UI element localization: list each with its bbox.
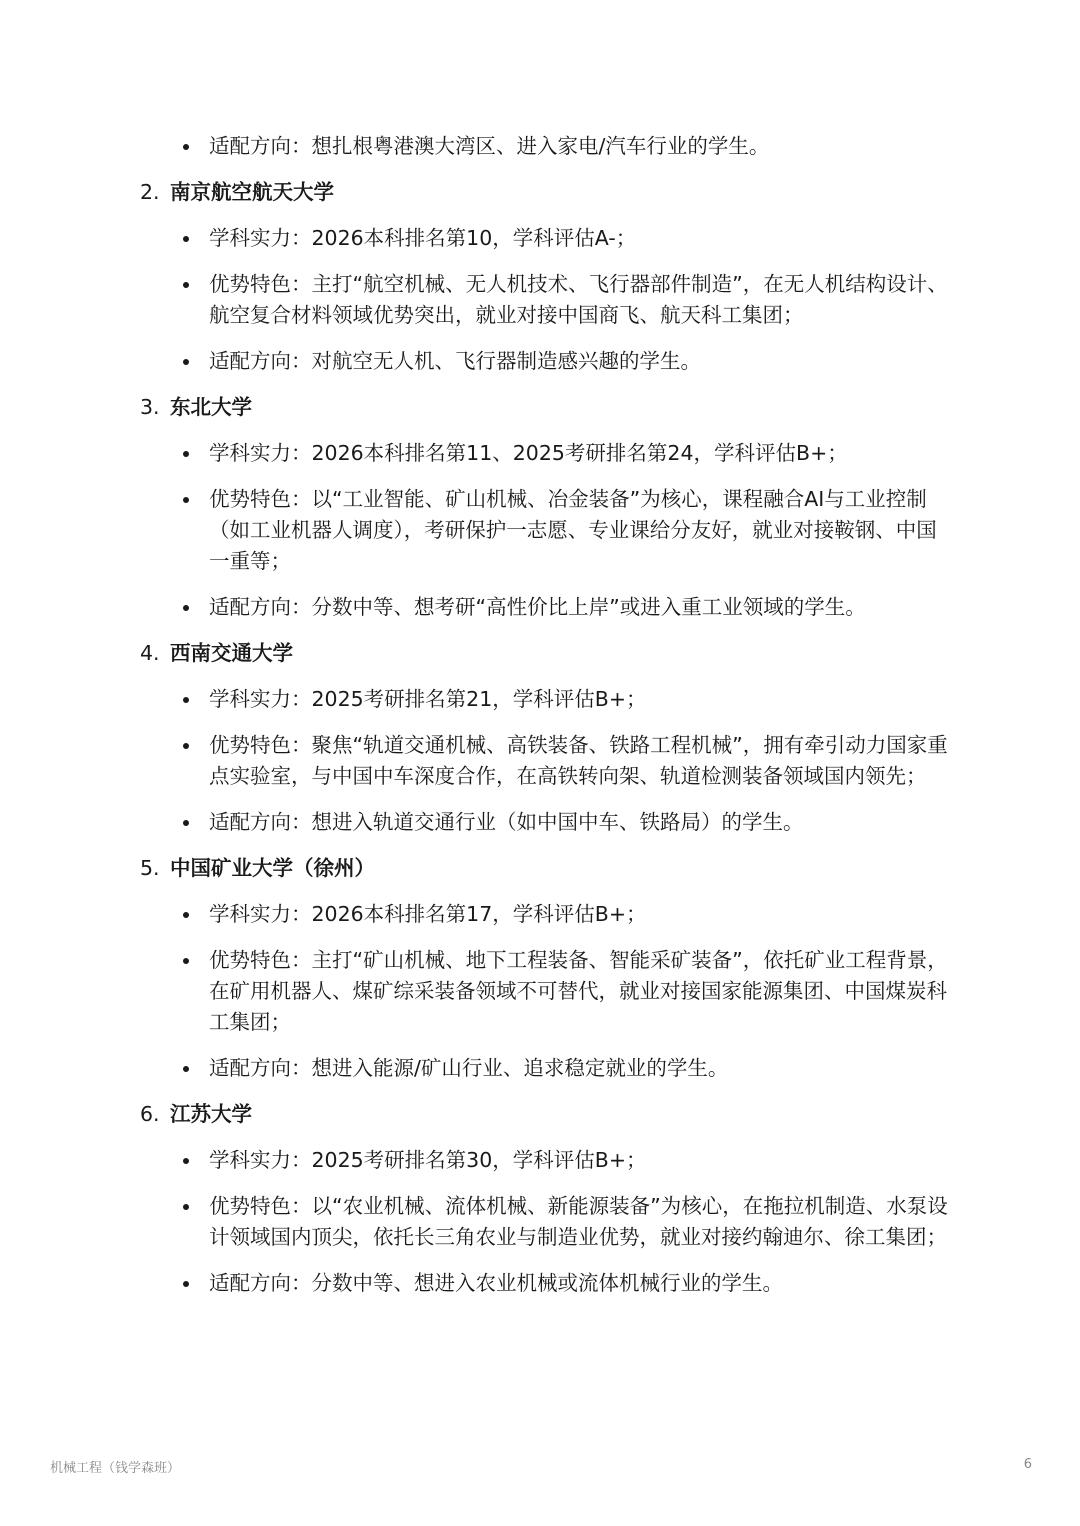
- footer-title: 机械工程（钱学森班）: [50, 1461, 181, 1476]
- bullet-text: 适配方向：想进入轨道交通行业（如中国中车、铁路局）的学生。: [209, 810, 804, 834]
- bullet-icon: [183, 605, 189, 611]
- list-item: [140, 807, 954, 838]
- bullet-icon: [183, 144, 189, 150]
- bullet-text: 学科实力：2026本科排名第10，学科评估A-；: [209, 226, 637, 250]
- school-name: 中国矿业大学（徐州）: [170, 856, 375, 880]
- bullet-text: 优势特色：主打“航空机械、无人机技术、飞行器部件制造”，在无人机结构设计、航空复合材料领域优势突出，就业对接中国商飞、航天科工集团；: [209, 272, 948, 327]
- school-name: 南京航空航天大学: [170, 180, 334, 204]
- list-item: [140, 945, 954, 1038]
- list-item: [140, 684, 954, 715]
- list-item: [140, 592, 954, 623]
- school-heading: [140, 1099, 960, 1130]
- bullet-text: 适配方向：想扎根粤港澳大湾区、进入家电/汽车行业的学生。: [209, 134, 770, 158]
- bullet-text: 优势特色：以“工业智能、矿山机械、冶金装备”为核心，课程融合AI与工业控制（如工业机器人调度），考研保护一志愿、专业课给分友好，就业对接鞍钢、中国一重等；: [209, 487, 937, 573]
- bullet-text: 学科实力：2026本科排名第17，学科评估B+；: [209, 902, 647, 926]
- school-name: 江苏大学: [170, 1102, 252, 1126]
- list-item: [140, 223, 954, 254]
- school-heading: [140, 177, 960, 208]
- bullet-text: 适配方向：想进入能源/矿山行业、追求稳定就业的学生。: [209, 1056, 729, 1080]
- list-item: [140, 1145, 954, 1176]
- bullet-text: 学科实力：2025考研排名第30，学科评估B+；: [209, 1148, 647, 1172]
- school-heading: [140, 638, 960, 669]
- bullet-icon: [183, 743, 189, 749]
- bullet-text: 适配方向：分数中等、想考研“高性价比上岸”或进入重工业领域的学生。: [209, 595, 866, 619]
- bullet-icon: [183, 497, 189, 503]
- list-number: 4.: [140, 641, 160, 665]
- bullet-icon: [183, 236, 189, 242]
- school-name: 东北大学: [170, 395, 252, 419]
- school-list: [140, 177, 960, 1299]
- list-item: [140, 269, 954, 331]
- list-item: [140, 1268, 954, 1299]
- list-item: [140, 438, 954, 469]
- bullet-icon: [183, 1281, 189, 1287]
- bullet-text: 适配方向：分数中等、想进入农业机械或流体机械行业的学生。: [209, 1271, 783, 1295]
- bullet-icon: [183, 359, 189, 365]
- list-item: [140, 484, 954, 577]
- list-number: 3.: [140, 395, 160, 419]
- document-body: [140, 131, 960, 1314]
- list-item: [140, 1191, 954, 1253]
- school-heading: [140, 853, 960, 884]
- list-item: [140, 1053, 954, 1084]
- bullet-text: 学科实力：2026本科排名第11、2025考研排名第24，学科评估B+；: [209, 441, 848, 465]
- bullet-text: 优势特色：主打“矿山机械、地下工程装备、智能采矿装备”，依托矿业工程背景，在矿用机器人、煤矿综采装备领域不可替代，就业对接国家能源集团、中国煤炭科工集团；: [209, 948, 948, 1034]
- bullet-icon: [183, 1204, 189, 1210]
- bullet-icon: [183, 820, 189, 826]
- list-item: [140, 131, 954, 162]
- list-number: 6.: [140, 1102, 160, 1126]
- bullet-icon: [183, 912, 189, 918]
- bullet-icon: [183, 282, 189, 288]
- bullet-text: 学科实力：2025考研排名第21，学科评估B+；: [209, 687, 647, 711]
- bullet-text: 优势特色：以“农业机械、流体机械、新能源装备”为核心，在拖拉机制造、水泵设计领域国内顶尖，依托长三角农业与制造业优势，就业对接约翰迪尔、徐工集团；: [209, 1194, 948, 1249]
- school-heading: [140, 392, 960, 423]
- bullet-text: 适配方向：对航空无人机、飞行器制造感兴趣的学生。: [209, 349, 701, 373]
- list-item: [140, 730, 954, 792]
- bullet-icon: [183, 1158, 189, 1164]
- page-number: 6: [1023, 1457, 1032, 1472]
- list-number: 5.: [140, 856, 160, 880]
- bullet-icon: [183, 1066, 189, 1072]
- bullet-icon: [183, 958, 189, 964]
- list-number: 2.: [140, 180, 160, 204]
- list-item: [140, 899, 954, 930]
- list-item: [140, 346, 954, 377]
- school-name: 西南交通大学: [170, 641, 293, 665]
- bullet-text: 优势特色：聚焦“轨道交通机械、高铁装备、铁路工程机械”，拥有牵引动力国家重点实验室，与中国中车深度合作，在高铁转向架、轨道检测装备领域国内领先；: [209, 733, 948, 788]
- bullet-icon: [183, 697, 189, 703]
- bullet-icon: [183, 451, 189, 457]
